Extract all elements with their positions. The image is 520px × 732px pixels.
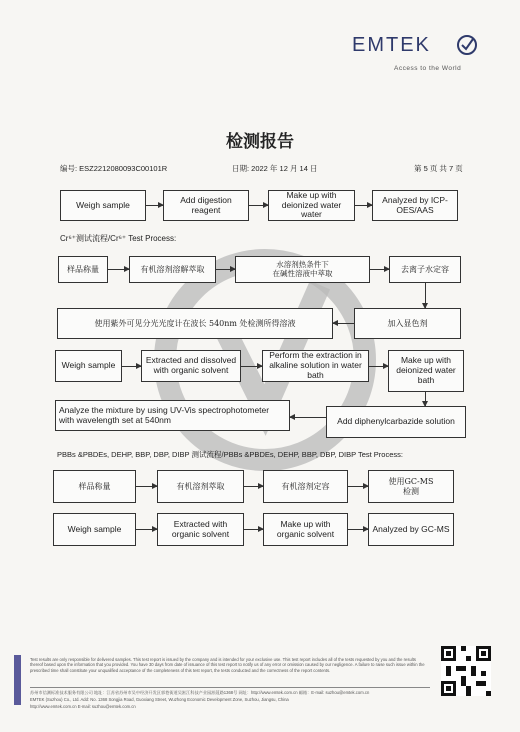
report-number: 编号: ESZ2212080093C00101R [60, 164, 168, 173]
pbb-en-arrow-2 [244, 529, 263, 530]
flow1-arrow-3 [355, 205, 372, 206]
cr-en-makeup: Make up with deionized water bath [388, 350, 464, 392]
cr-en-arrow-2 [241, 366, 262, 367]
flow1-weigh-sample: Weigh sample [60, 190, 146, 221]
cr-cn-arrow-down [425, 283, 426, 308]
cr-en-perform: Perform the extraction in alkaline solution in water bath [262, 350, 369, 382]
footer-divider [30, 687, 430, 688]
cr-en-add-diph: Add diphenylcarbazide solution [326, 406, 466, 438]
pbb-en-arrow-3 [348, 529, 368, 530]
cr-cn-extract: 有机溶剂溶解萃取 [129, 256, 216, 283]
qr-code-icon [441, 646, 491, 696]
cr-en-arrow-1 [122, 366, 141, 367]
flow1-arrow-1 [146, 205, 163, 206]
cr-cn-arrow-2 [216, 269, 235, 270]
cr-cn-arrow-1 [108, 269, 129, 270]
cr-cn-arrow-3 [370, 269, 389, 270]
pbb-section-title: PBBs &PBDEs, DEHP, BBP, DBP, DIBP 测试流程/PBBs &PBDEs, DEHP, BBP, DBP, DIBP Test Process: [57, 450, 403, 459]
footer-left-bar [14, 655, 21, 705]
pbb-en-weigh: Weigh sample [53, 513, 136, 546]
cr-en-extract: Extracted and dissolved with organic solvent [141, 350, 241, 382]
flow1-add-digestion: Add digestion reagent [163, 190, 249, 221]
pbb-cn-constant: 有机溶剂定容 [263, 470, 348, 503]
pbb-cn-arrow-1 [136, 486, 157, 487]
logo [352, 34, 492, 79]
pbb-en-gcms: Analyzed by GC-MS [368, 513, 454, 546]
pbb-en-arrow-1 [136, 529, 157, 530]
pbb-cn-arrow-2 [244, 486, 263, 487]
cr-en-arrow-3 [369, 366, 388, 367]
flow1-arrow-2 [249, 205, 268, 206]
cr-en-analyze: Analyze the mixture by using UV-Vis spectrophotometer with wavelength set at 540nm [55, 400, 290, 431]
cr-en-arrow-down [425, 392, 426, 406]
pbb-cn-gcms: 使用GC-MS 检测 [368, 470, 454, 503]
pbb-cn-extract: 有机溶剂萃取 [157, 470, 244, 503]
pbb-cn-arrow-3 [348, 486, 368, 487]
footer-company-cn: 苏州市信测标准技术服务有限公司 地址：江苏省苏州市吴中经济开发区郭巷街道吴淞江科技产业园淞葭路1368号 网址：http://www.emtek.com.cn 邮箱：E-mail: suzhou@emtek.com.cn [30, 690, 370, 695]
logo-text: EMTEK [352, 34, 431, 56]
cr-cn-water-bath: 水溶剂热条件下 在碱性溶液中萃取 [235, 256, 370, 283]
cr-section-title: Cr⁶⁺测试流程/Cr⁶⁺ Test Process: [60, 234, 177, 243]
pbb-en-makeup: Make up with organic solvent [263, 513, 348, 546]
logo-check-icon [456, 34, 478, 56]
cr-cn-add-color: 加入显色剂 [354, 308, 461, 339]
page-title: 检测报告 [226, 132, 294, 152]
cr-cn-measure: 使用紫外可见分光光度计在波长 540nm 处检测所得溶液 [57, 308, 333, 339]
cr-cn-arrow-back [333, 323, 354, 324]
cr-en-arrow-back [290, 417, 326, 418]
pbb-cn-weigh: 样品称量 [53, 470, 136, 503]
footer-web: http://www.emtek.com.cn E-mail: suzhou@emtek.com.cn [30, 704, 136, 709]
flow1-make-up: Make up with deionized water water [268, 190, 355, 221]
logo-tagline: Access to the World [394, 65, 462, 72]
page-number: 第 5 页 共 7 页 [414, 164, 463, 173]
flow1-analyzed: Analyzed by ICP-OES/AAS [372, 190, 458, 221]
footer-disclaimer: Test results are only responsible for delivered samples. This test report is issued by the company and is intended for your exclusive use. This test report includes all of the tests requested by you and the results thereof based upon the information that you provided. You have 30 days from date of issuance of this test report to notify us of any error or omission caused by our negligence. A failure to raise such issue within the prescribed time shall constitute your unqualified acceptance of the completeness of this test report, the tests conducted and the correctness of the report contents. [30, 657, 425, 673]
pbb-en-extract: Extracted with organic solvent [157, 513, 244, 546]
cr-cn-deionize: 去离子水定容 [389, 256, 461, 283]
cr-en-weigh: Weigh sample [55, 350, 122, 382]
footer-company-en: EMTEK (Suzhou) Co., Ltd. Add: No. 1368 Songjia Road, Guoxiang Street, Wuzhong Economic Development Zone, Suzhou, Jiangsu, China [30, 697, 289, 702]
report-date: 日期: 2022 年 12 月 14 日 [232, 164, 318, 173]
cr-cn-weigh: 样品称量 [58, 256, 108, 283]
